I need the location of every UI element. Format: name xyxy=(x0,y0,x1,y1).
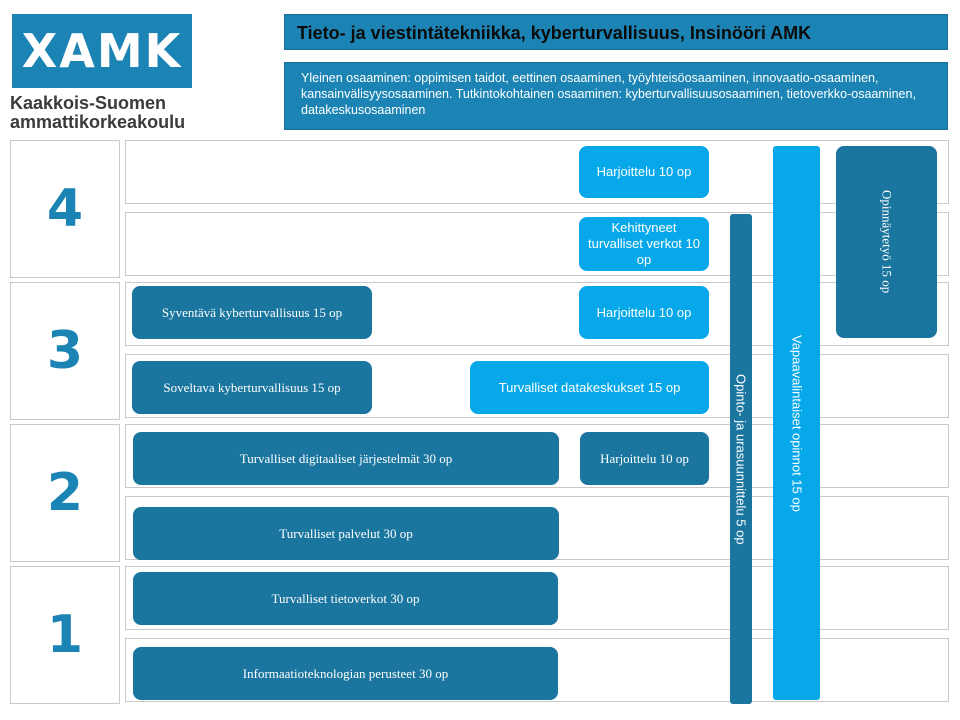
course-opinnaytetyo xyxy=(836,146,937,338)
course-turvalliset-palvelut: Turvalliset palvelut 30 op xyxy=(133,507,559,560)
year-cell-2 xyxy=(10,424,120,562)
course-soveltava-kyberturvallisuus: Soveltava kyberturvallisuus 15 op xyxy=(132,361,372,414)
logo-subtitle xyxy=(10,94,210,132)
course-harjoittelu-year4: Harjoittelu 10 op xyxy=(579,146,709,198)
course-vapaavalintaiset-opinnot xyxy=(773,146,820,700)
course-harjoittelu-year3: Harjoittelu 10 op xyxy=(579,286,709,339)
course-turvalliset-datakeskukset: Turvalliset datakeskukset 15 op xyxy=(470,361,709,414)
semester-row xyxy=(125,212,949,276)
course-syventava-kyberturvallisuus: Syventävä kyberturvallisuus 15 op xyxy=(132,286,372,339)
course-turvalliset-digitaaliset-jarjestelmat: Turvalliset digitaaliset järjestelmät 30 op xyxy=(133,432,559,485)
course-opinto-ja-urasuunnittelu xyxy=(730,214,752,704)
course-kehittyneet-turvalliset-verkot: Kehittyneet turvalliset verkot 10 op xyxy=(579,217,709,271)
year-number: 4 xyxy=(46,179,84,239)
course-urasuunnittelu-label: Opinto- ja urasuunnittelu 5 op xyxy=(733,373,749,545)
course-vapaavalintaiset-label: Vapaavalintaiset opinnot 15 op xyxy=(789,334,805,512)
year-cell-4 xyxy=(10,140,120,278)
year-cell-1 xyxy=(10,566,120,704)
year-number: 2 xyxy=(46,463,84,523)
competence-description: Yleinen osaaminen: oppimisen taidot, eettinen osaaminen, työyhteisöosaaminen, innovaatio-osaaminen, kansainvälisyysosaaminen. Tutkintokohtainen osaaminen: kyberturvallisuusosaaminen, tietoverkko-osaaminen, datakeskusosaaminen xyxy=(284,62,948,130)
course-turvalliset-tietoverkot: Turvalliset tietoverkot 30 op xyxy=(133,572,558,625)
page-title: Tieto- ja viestintätekniikka, kyberturvallisuus, Insinööri AMK xyxy=(284,14,948,50)
year-number: 1 xyxy=(46,605,84,665)
xamk-logo xyxy=(12,14,192,88)
logo-subtitle-line1: Kaakkois-Suomen xyxy=(10,93,167,113)
logo-mark-text: XAMK xyxy=(21,24,183,78)
semester-row xyxy=(125,140,949,204)
logo-subtitle-line2: ammattikorkeakoulu xyxy=(10,112,186,132)
year-number: 3 xyxy=(46,321,84,381)
course-opinnaytetyo-label: Opinnäytetyö 15 op xyxy=(879,190,895,294)
year-cell-3 xyxy=(10,282,120,420)
course-harjoittelu-year2: Harjoittelu 10 op xyxy=(580,432,709,485)
course-informaatioteknologian-perusteet: Informaatioteknologian perusteet 30 op xyxy=(133,647,558,700)
